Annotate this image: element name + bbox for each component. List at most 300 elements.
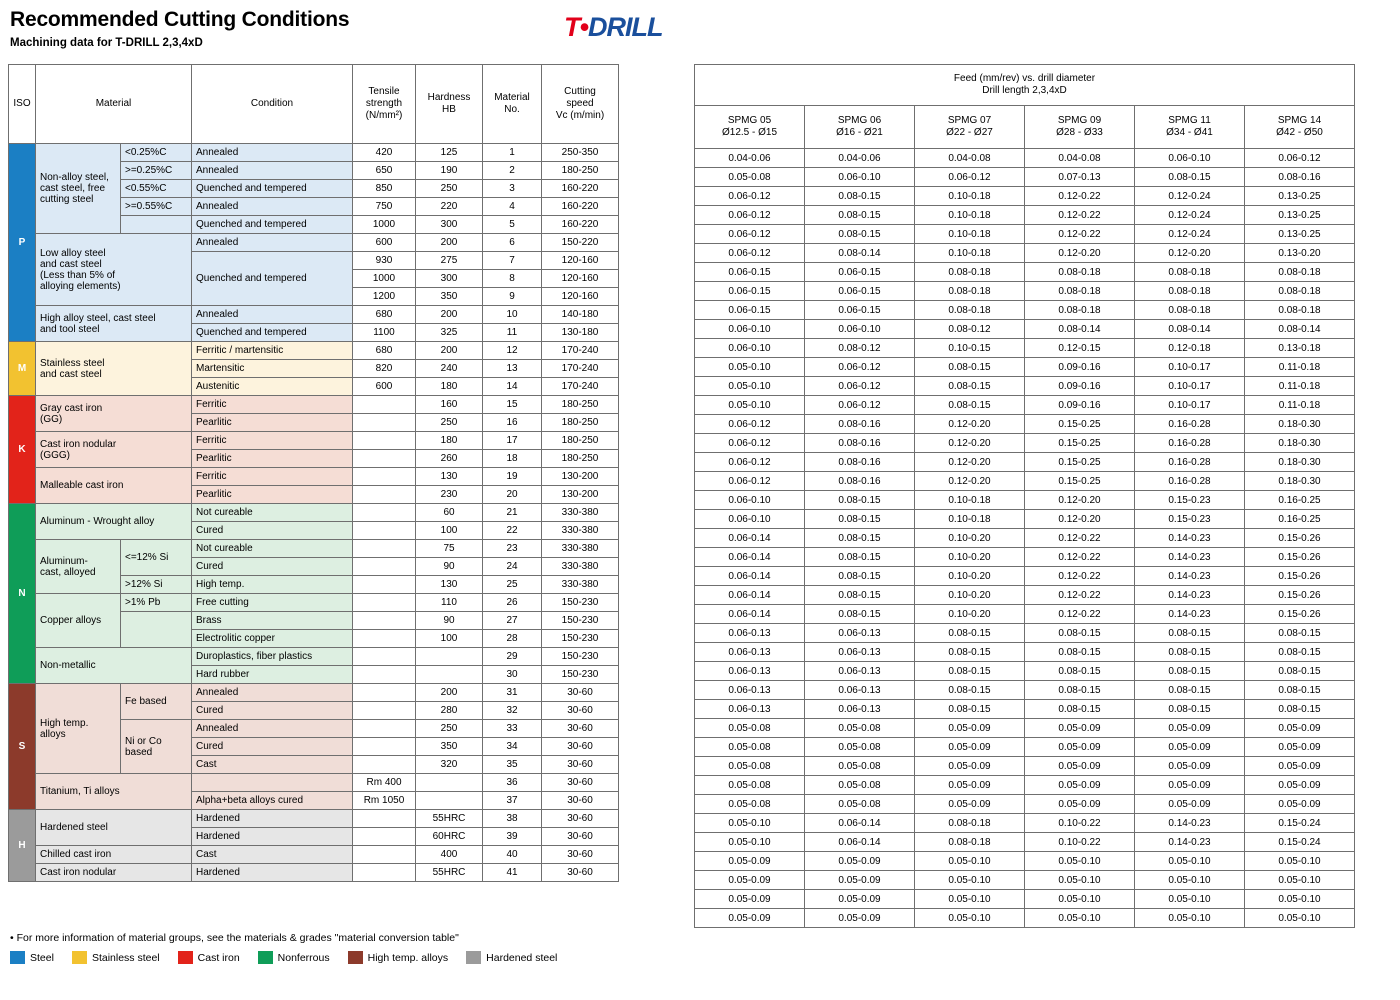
feed-value: 0.05-0.08 bbox=[805, 795, 915, 814]
feed-value: 0.06-0.13 bbox=[805, 643, 915, 662]
table-row bbox=[9, 846, 619, 864]
feed-table-head bbox=[695, 65, 1355, 149]
hardness-value: 200 bbox=[416, 234, 483, 252]
material-group: Gray cast iron (GG) bbox=[36, 396, 192, 432]
table-row bbox=[9, 594, 619, 612]
feed-value: 0.06-0.12 bbox=[695, 225, 805, 244]
feed-value: 0.08-0.12 bbox=[805, 339, 915, 358]
feed-row bbox=[695, 776, 1355, 795]
feed-row bbox=[695, 206, 1355, 225]
feed-column-diameter: Ø42 - Ø50 bbox=[1276, 127, 1323, 138]
feed-column-3 bbox=[915, 106, 1025, 149]
hardness-value bbox=[416, 774, 483, 792]
feed-value: 0.05-0.09 bbox=[1245, 738, 1355, 757]
col-tensile-l1: Tensile bbox=[368, 86, 400, 98]
feed-value: 0.06-0.14 bbox=[805, 833, 915, 852]
page-title: Recommended Cutting Conditions bbox=[10, 8, 350, 31]
feed-value: 0.05-0.09 bbox=[1245, 795, 1355, 814]
iso-group-s: S bbox=[9, 684, 36, 810]
hardness-value: 180 bbox=[416, 378, 483, 396]
feed-value: 0.15-0.23 bbox=[1135, 491, 1245, 510]
feed-table-body bbox=[695, 149, 1355, 928]
cutting-speed-value: 330-380 bbox=[542, 522, 619, 540]
material-number: 19 bbox=[483, 468, 542, 486]
feed-value: 0.10-0.20 bbox=[915, 548, 1025, 567]
feed-value: 0.06-0.14 bbox=[695, 567, 805, 586]
material-number: 11 bbox=[483, 324, 542, 342]
tensile-value: 600 bbox=[353, 378, 416, 396]
feed-value: 0.14-0.23 bbox=[1135, 548, 1245, 567]
col-cutting-speed bbox=[542, 65, 619, 144]
material-number: 39 bbox=[483, 828, 542, 846]
feed-value: 0.14-0.23 bbox=[1135, 586, 1245, 605]
feed-value: 0.14-0.23 bbox=[1135, 814, 1245, 833]
feed-value: 0.05-0.09 bbox=[1245, 757, 1355, 776]
footer bbox=[10, 932, 1390, 964]
legend-label: Stainless steel bbox=[91, 951, 160, 964]
material-group: Aluminum - Wrought alloy bbox=[36, 504, 192, 540]
material-number: 22 bbox=[483, 522, 542, 540]
feed-value: 0.05-0.09 bbox=[1025, 719, 1135, 738]
hardness-value: 130 bbox=[416, 576, 483, 594]
feed-value: 0.05-0.08 bbox=[695, 168, 805, 187]
table-row bbox=[9, 810, 619, 828]
tensile-value: 1100 bbox=[353, 324, 416, 342]
feed-value: 0.08-0.16 bbox=[805, 453, 915, 472]
feed-value: 0.13-0.25 bbox=[1245, 206, 1355, 225]
feed-value: 0.06-0.12 bbox=[805, 377, 915, 396]
legend-swatch-icon bbox=[178, 951, 193, 964]
feed-value: 0.12-0.15 bbox=[1025, 339, 1135, 358]
material-number: 8 bbox=[483, 270, 542, 288]
col-speed-l1: Cutting bbox=[564, 86, 596, 98]
feed-value: 0.05-0.08 bbox=[695, 738, 805, 757]
feed-value: 0.08-0.14 bbox=[1245, 320, 1355, 339]
tensile-value: 1000 bbox=[353, 270, 416, 288]
feed-value: 0.05-0.10 bbox=[915, 890, 1025, 909]
feed-value: 0.04-0.06 bbox=[805, 149, 915, 168]
hardness-value: 230 bbox=[416, 486, 483, 504]
feed-value: 0.06-0.12 bbox=[695, 244, 805, 263]
material-group: Copper alloys bbox=[36, 594, 121, 648]
feed-value: 0.13-0.20 bbox=[1245, 244, 1355, 263]
condition-cell: Annealed bbox=[192, 720, 353, 738]
condition-cell: Alpha+beta alloys cured bbox=[192, 792, 353, 810]
material-number: 5 bbox=[483, 216, 542, 234]
feed-value: 0.05-0.09 bbox=[695, 871, 805, 890]
hardness-value: 190 bbox=[416, 162, 483, 180]
cutting-speed-value: 330-380 bbox=[542, 540, 619, 558]
feed-row bbox=[695, 244, 1355, 263]
iso-group-k: K bbox=[9, 396, 36, 504]
cutting-speed-value: 150-230 bbox=[542, 648, 619, 666]
feed-value: 0.06-0.10 bbox=[695, 491, 805, 510]
tensile-value bbox=[353, 396, 416, 414]
condition-cell: Martensitic bbox=[192, 360, 353, 378]
feed-row bbox=[695, 472, 1355, 491]
material-group: High alloy steel, cast steel and tool steel bbox=[36, 306, 192, 342]
feed-value: 0.09-0.16 bbox=[1025, 358, 1135, 377]
feed-column-diameter: Ø12.5 - Ø15 bbox=[721, 127, 778, 138]
feed-value: 0.05-0.10 bbox=[1025, 909, 1135, 928]
feed-value: 0.08-0.16 bbox=[805, 472, 915, 491]
condition-cell: Pearlitic bbox=[192, 414, 353, 432]
cutting-speed-value: 30-60 bbox=[542, 756, 619, 774]
feed-value: 0.12-0.20 bbox=[1025, 244, 1135, 263]
feed-value: 0.16-0.25 bbox=[1245, 510, 1355, 529]
tensile-value bbox=[353, 612, 416, 630]
condition-cell: Hard rubber bbox=[192, 666, 353, 684]
cutting-speed-value: 180-250 bbox=[542, 432, 619, 450]
iso-group-n: N bbox=[9, 504, 36, 684]
feed-value: 0.05-0.09 bbox=[915, 719, 1025, 738]
hardness-value: 125 bbox=[416, 144, 483, 162]
feed-value: 0.10-0.22 bbox=[1025, 833, 1135, 852]
cutting-speed-value: 150-230 bbox=[542, 666, 619, 684]
feed-column-name: SPMG 11 bbox=[1168, 115, 1211, 127]
feed-value: 0.06-0.10 bbox=[805, 320, 915, 339]
hardness-value: 350 bbox=[416, 288, 483, 306]
condition-cell: High temp. bbox=[192, 576, 353, 594]
feed-value: 0.05-0.10 bbox=[915, 871, 1025, 890]
feed-value: 0.08-0.18 bbox=[1245, 282, 1355, 301]
cutting-speed-value: 180-250 bbox=[542, 396, 619, 414]
material-number: 31 bbox=[483, 684, 542, 702]
col-hardness-l1: Hardness bbox=[427, 92, 471, 104]
table-row bbox=[9, 864, 619, 882]
feed-value: 0.08-0.15 bbox=[805, 548, 915, 567]
legend-label: Cast iron bbox=[197, 951, 240, 964]
feed-value: 0.12-0.22 bbox=[1025, 567, 1135, 586]
feed-value: 0.08-0.14 bbox=[1025, 320, 1135, 339]
feed-value: 0.05-0.09 bbox=[1245, 776, 1355, 795]
cutting-speed-value: 140-180 bbox=[542, 306, 619, 324]
feed-column-2 bbox=[805, 106, 915, 149]
feed-value: 0.06-0.10 bbox=[805, 168, 915, 187]
feed-value: 0.08-0.15 bbox=[915, 643, 1025, 662]
feed-row bbox=[695, 187, 1355, 206]
feed-column-4 bbox=[1025, 106, 1135, 149]
feed-column-diameter: Ø34 - Ø41 bbox=[1166, 127, 1213, 138]
feed-value: 0.06-0.10 bbox=[695, 320, 805, 339]
hardness-value: 60HRC bbox=[416, 828, 483, 846]
col-tensile bbox=[353, 65, 416, 144]
hardness-value: 110 bbox=[416, 594, 483, 612]
feed-value: 0.08-0.18 bbox=[915, 263, 1025, 282]
feed-value: 0.05-0.09 bbox=[1135, 738, 1245, 757]
feed-value: 0.06-0.12 bbox=[915, 168, 1025, 187]
feed-value: 0.08-0.15 bbox=[805, 529, 915, 548]
feed-value: 0.12-0.22 bbox=[1025, 548, 1135, 567]
feed-row bbox=[695, 529, 1355, 548]
feed-row bbox=[695, 225, 1355, 244]
condition-cell bbox=[192, 774, 353, 792]
tensile-value bbox=[353, 684, 416, 702]
feed-value: 0.06-0.10 bbox=[1135, 149, 1245, 168]
tensile-value bbox=[353, 558, 416, 576]
feed-value: 0.12-0.20 bbox=[1025, 491, 1135, 510]
feed-row bbox=[695, 453, 1355, 472]
feed-value: 0.15-0.24 bbox=[1245, 814, 1355, 833]
table-row bbox=[9, 774, 619, 792]
feed-value: 0.06-0.15 bbox=[695, 263, 805, 282]
feed-value: 0.12-0.22 bbox=[1025, 586, 1135, 605]
hardness-value: 55HRC bbox=[416, 810, 483, 828]
feed-value: 0.08-0.18 bbox=[915, 833, 1025, 852]
tensile-value bbox=[353, 504, 416, 522]
material-number: 35 bbox=[483, 756, 542, 774]
condition-cell: Pearlitic bbox=[192, 486, 353, 504]
material-number: 29 bbox=[483, 648, 542, 666]
table-row bbox=[9, 540, 619, 558]
feed-value: 0.05-0.09 bbox=[1135, 776, 1245, 795]
feed-title-l1: Feed (mm/rev) vs. drill diameter bbox=[953, 73, 1096, 85]
tensile-value: 600 bbox=[353, 234, 416, 252]
condition-cell: Not cureable bbox=[192, 504, 353, 522]
feed-value: 0.05-0.09 bbox=[1025, 738, 1135, 757]
feed-value: 0.08-0.18 bbox=[915, 282, 1025, 301]
feed-value: 0.05-0.09 bbox=[695, 852, 805, 871]
feed-value: 0.08-0.18 bbox=[915, 301, 1025, 320]
feed-column-name: SPMG 06 bbox=[837, 115, 882, 127]
feed-row bbox=[695, 624, 1355, 643]
feed-row bbox=[695, 415, 1355, 434]
feed-value: 0.16-0.28 bbox=[1135, 434, 1245, 453]
material-subtype bbox=[121, 612, 192, 648]
feed-column-diameter: Ø28 - Ø33 bbox=[1056, 127, 1103, 138]
col-material-no bbox=[483, 65, 542, 144]
feed-column-5 bbox=[1135, 106, 1245, 149]
condition-cell: Brass bbox=[192, 612, 353, 630]
cutting-speed-value: 170-240 bbox=[542, 342, 619, 360]
tensile-value: 750 bbox=[353, 198, 416, 216]
hardness-value: 100 bbox=[416, 630, 483, 648]
feed-value: 0.06-0.13 bbox=[695, 681, 805, 700]
header bbox=[8, 8, 1392, 60]
feed-value: 0.15-0.26 bbox=[1245, 548, 1355, 567]
condition-cell: Pearlitic bbox=[192, 450, 353, 468]
hardness-value: 200 bbox=[416, 306, 483, 324]
feed-value: 0.08-0.15 bbox=[1025, 681, 1135, 700]
tensile-value bbox=[353, 810, 416, 828]
feed-value: 0.08-0.14 bbox=[805, 244, 915, 263]
cutting-speed-value: 160-220 bbox=[542, 198, 619, 216]
feed-table bbox=[694, 64, 1355, 928]
feed-value: 0.05-0.08 bbox=[805, 776, 915, 795]
feed-value: 0.06-0.12 bbox=[695, 415, 805, 434]
feed-value: 0.05-0.09 bbox=[805, 890, 915, 909]
feed-value: 0.05-0.09 bbox=[805, 852, 915, 871]
condition-cell: Ferritic / martensitic bbox=[192, 342, 353, 360]
material-subtype: <=12% Si bbox=[121, 540, 192, 576]
hardness-value: 300 bbox=[416, 270, 483, 288]
cutting-speed-value: 30-60 bbox=[542, 846, 619, 864]
feed-value: 0.13-0.25 bbox=[1245, 225, 1355, 244]
feed-value: 0.05-0.10 bbox=[1135, 871, 1245, 890]
feed-value: 0.12-0.22 bbox=[1025, 206, 1135, 225]
feed-value: 0.08-0.15 bbox=[915, 396, 1025, 415]
feed-value: 0.05-0.10 bbox=[1245, 852, 1355, 871]
material-group: Chilled cast iron bbox=[36, 846, 192, 864]
feed-column-name: SPMG 07 bbox=[947, 115, 992, 127]
feed-row bbox=[695, 890, 1355, 909]
footer-note: • For more information of material groups, see the materials & grades "material conversion table" bbox=[10, 932, 459, 944]
feed-value: 0.07-0.13 bbox=[1025, 168, 1135, 187]
condition-cell: Duroplastics, fiber plastics bbox=[192, 648, 353, 666]
table-row bbox=[9, 234, 619, 252]
material-group: Non-metallic bbox=[36, 648, 192, 684]
feed-value: 0.12-0.18 bbox=[1135, 339, 1245, 358]
cutting-speed-value: 30-60 bbox=[542, 774, 619, 792]
cutting-speed-value: 30-60 bbox=[542, 720, 619, 738]
feed-value: 0.08-0.15 bbox=[805, 605, 915, 624]
material-group: Stainless steel and cast steel bbox=[36, 342, 192, 396]
feed-value: 0.08-0.15 bbox=[915, 624, 1025, 643]
feed-row bbox=[695, 339, 1355, 358]
table-row bbox=[9, 144, 619, 162]
feed-value: 0.05-0.09 bbox=[915, 757, 1025, 776]
material-number: 25 bbox=[483, 576, 542, 594]
col-material: Material bbox=[36, 65, 192, 144]
cutting-speed-value: 330-380 bbox=[542, 558, 619, 576]
feed-value: 0.12-0.22 bbox=[1025, 529, 1135, 548]
table-row bbox=[9, 684, 619, 702]
feed-value: 0.12-0.20 bbox=[915, 453, 1025, 472]
feed-value: 0.10-0.15 bbox=[915, 339, 1025, 358]
material-group: Low alloy steel and cast steel (Less than 5% of alloying elements) bbox=[36, 234, 192, 306]
feed-value: 0.08-0.15 bbox=[915, 681, 1025, 700]
tensile-value bbox=[353, 522, 416, 540]
legend bbox=[10, 951, 1390, 964]
material-table-head bbox=[9, 65, 619, 144]
feed-row bbox=[695, 434, 1355, 453]
feed-value: 0.12-0.20 bbox=[915, 472, 1025, 491]
material-number: 41 bbox=[483, 864, 542, 882]
condition-cell: Ferritic bbox=[192, 396, 353, 414]
cutting-speed-value: 30-60 bbox=[542, 864, 619, 882]
feed-row bbox=[695, 301, 1355, 320]
feed-value: 0.16-0.25 bbox=[1245, 491, 1355, 510]
tensile-value bbox=[353, 720, 416, 738]
tensile-value: Rm 1050 bbox=[353, 792, 416, 810]
tensile-value bbox=[353, 414, 416, 432]
iso-group-h: H bbox=[9, 810, 36, 882]
cutting-speed-value: 250-350 bbox=[542, 144, 619, 162]
legend-label: Steel bbox=[30, 951, 54, 964]
condition-cell: Annealed bbox=[192, 198, 353, 216]
feed-row bbox=[695, 852, 1355, 871]
feed-value: 0.06-0.13 bbox=[805, 662, 915, 681]
material-number: 16 bbox=[483, 414, 542, 432]
material-number: 4 bbox=[483, 198, 542, 216]
feed-value: 0.06-0.12 bbox=[695, 453, 805, 472]
legend-item-5 bbox=[348, 951, 449, 964]
feed-value: 0.11-0.18 bbox=[1245, 396, 1355, 415]
feed-title-l2: Drill length 2,3,4xD bbox=[982, 85, 1067, 96]
feed-value: 0.08-0.18 bbox=[1025, 263, 1135, 282]
feed-value: 0.14-0.23 bbox=[1135, 605, 1245, 624]
feed-value: 0.10-0.18 bbox=[915, 510, 1025, 529]
material-group: Non-alloy steel, cast steel, free cutting steel bbox=[36, 144, 121, 234]
cutting-speed-value: 30-60 bbox=[542, 738, 619, 756]
feed-value: 0.05-0.08 bbox=[805, 757, 915, 776]
material-subtype: >1% Pb bbox=[121, 594, 192, 612]
feed-value: 0.05-0.08 bbox=[695, 776, 805, 795]
feed-value: 0.05-0.09 bbox=[915, 738, 1025, 757]
hardness-value: 325 bbox=[416, 324, 483, 342]
feed-value: 0.06-0.13 bbox=[695, 700, 805, 719]
feed-value: 0.12-0.24 bbox=[1135, 187, 1245, 206]
feed-value: 0.08-0.15 bbox=[915, 700, 1025, 719]
logo-t: T bbox=[564, 12, 580, 42]
cutting-speed-value: 180-250 bbox=[542, 450, 619, 468]
legend-item-3 bbox=[178, 951, 240, 964]
feed-row bbox=[695, 700, 1355, 719]
iso-group-m: M bbox=[9, 342, 36, 396]
feed-value: 0.05-0.09 bbox=[695, 890, 805, 909]
col-tensile-l3: (N/mm²) bbox=[365, 109, 403, 121]
condition-cell: Annealed bbox=[192, 144, 353, 162]
hardness-value: 130 bbox=[416, 468, 483, 486]
hardness-value: 300 bbox=[416, 216, 483, 234]
feed-value: 0.08-0.15 bbox=[1245, 662, 1355, 681]
material-number: 23 bbox=[483, 540, 542, 558]
feed-value: 0.08-0.16 bbox=[805, 415, 915, 434]
feed-value: 0.08-0.18 bbox=[915, 814, 1025, 833]
material-number: 18 bbox=[483, 450, 542, 468]
hardness-value: 55HRC bbox=[416, 864, 483, 882]
hardness-value: 180 bbox=[416, 432, 483, 450]
material-number: 15 bbox=[483, 396, 542, 414]
material-subtype: >=0.25%C bbox=[121, 162, 192, 180]
hardness-value: 250 bbox=[416, 720, 483, 738]
hardness-value bbox=[416, 648, 483, 666]
feed-row bbox=[695, 909, 1355, 928]
feed-value: 0.08-0.15 bbox=[1245, 643, 1355, 662]
condition-cell: Hardened bbox=[192, 864, 353, 882]
tensile-value: 930 bbox=[353, 252, 416, 270]
feed-value: 0.04-0.08 bbox=[915, 149, 1025, 168]
legend-swatch-icon bbox=[72, 951, 87, 964]
material-subtype bbox=[121, 216, 192, 234]
feed-value: 0.05-0.10 bbox=[1025, 890, 1135, 909]
hardness-value: 220 bbox=[416, 198, 483, 216]
feed-value: 0.15-0.26 bbox=[1245, 605, 1355, 624]
feed-value: 0.06-0.13 bbox=[805, 700, 915, 719]
feed-value: 0.18-0.30 bbox=[1245, 453, 1355, 472]
material-number: 20 bbox=[483, 486, 542, 504]
hardness-value: 400 bbox=[416, 846, 483, 864]
feed-row bbox=[695, 586, 1355, 605]
feed-value: 0.08-0.15 bbox=[1135, 700, 1245, 719]
feed-value: 0.10-0.20 bbox=[915, 529, 1025, 548]
feed-value: 0.06-0.14 bbox=[805, 814, 915, 833]
feed-value: 0.05-0.10 bbox=[1245, 890, 1355, 909]
feed-row bbox=[695, 149, 1355, 168]
feed-value: 0.04-0.08 bbox=[1025, 149, 1135, 168]
tensile-value: 680 bbox=[353, 342, 416, 360]
material-number: 13 bbox=[483, 360, 542, 378]
table-row bbox=[9, 342, 619, 360]
legend-label: Hardened steel bbox=[486, 951, 558, 964]
feed-value: 0.06-0.10 bbox=[695, 339, 805, 358]
feed-value: 0.06-0.13 bbox=[805, 624, 915, 643]
hardness-value: 90 bbox=[416, 612, 483, 630]
feed-value: 0.15-0.23 bbox=[1135, 510, 1245, 529]
feed-value: 0.08-0.15 bbox=[1135, 681, 1245, 700]
material-number: 37 bbox=[483, 792, 542, 810]
feed-value: 0.10-0.17 bbox=[1135, 377, 1245, 396]
